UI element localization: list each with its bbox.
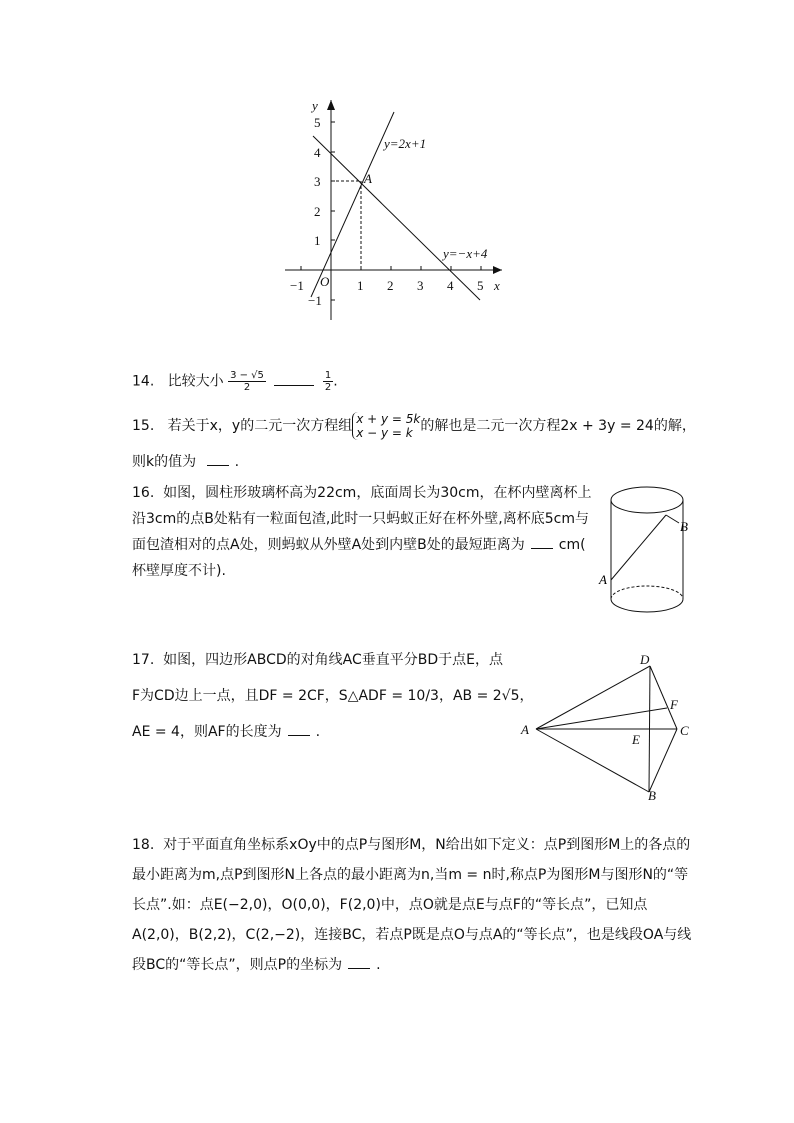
line-y-2x-plus-1 — [311, 112, 394, 297]
y-tick-label: 3 — [314, 174, 321, 189]
line-y-neg-x-plus-4 — [313, 136, 480, 300]
point-d-label: D — [640, 652, 650, 667]
cylinder-bottom-back — [611, 586, 683, 599]
answer-blank[interactable] — [207, 452, 229, 466]
question-number: 16. — [132, 485, 155, 501]
question-15 — [132, 412, 696, 440]
x-tick-label: 2 — [387, 278, 394, 293]
y-tick-label: 1 — [314, 233, 321, 248]
ant-path — [611, 515, 666, 580]
fraction: $\frac{3 - √5}{2}$ — [230, 370, 264, 393]
point-f-label: F — [670, 697, 678, 712]
x-axis-label: x — [494, 278, 500, 293]
question-number: 17. — [132, 652, 155, 668]
point-e-label: E — [632, 732, 640, 747]
line2-label: y=−x+4 — [443, 246, 488, 261]
coordinate-graph — [280, 92, 520, 324]
cylinder-figure — [596, 478, 706, 628]
label-b-leader — [666, 515, 679, 523]
x-tick-label: −1 — [290, 278, 304, 293]
question-text: 的解也是二元一次方程2x + 3y = 24的解， — [420, 418, 696, 434]
origin-label: O — [320, 274, 330, 289]
y-tick-label: 4 — [314, 145, 321, 160]
answer-blank[interactable] — [348, 955, 370, 969]
point-a-label: A — [364, 171, 372, 186]
question-text: 比较大小 — [167, 373, 224, 390]
question-number: 14. — [132, 373, 155, 390]
x-tick-label: 4 — [447, 278, 454, 293]
equation-system: x + y = 5k x − y = k — [352, 412, 420, 440]
x-tick-label: 5 — [477, 278, 484, 293]
cylinder-bottom-front — [611, 599, 683, 612]
point-a-label: A — [521, 722, 529, 737]
segment-db — [649, 666, 650, 792]
segment-cb — [649, 729, 677, 792]
fraction: $\frac{1}{2}$ — [324, 370, 332, 393]
question-text: 若关于x，y的二元一次方程组 — [167, 418, 353, 434]
quadrilateral-figure — [516, 652, 696, 804]
y-axis-ticks — [331, 122, 335, 300]
x-tick-label: 3 — [417, 278, 424, 293]
point-a-label: A — [599, 572, 607, 587]
question-number: 18. — [132, 837, 155, 853]
question-17-line3: AE = 4，则AF的长度为 . — [132, 724, 321, 740]
answer-blank[interactable] — [274, 372, 314, 386]
question-17-line2: F为CD边上一点，且DF = 2CF，S△ADF = 10/3，AB = 2√5， — [132, 688, 534, 704]
question-14: 14. 比较大小 $\frac{3 - √5}{2}$ $\frac{1}{2}$ . — [132, 370, 338, 393]
answer-blank[interactable] — [531, 535, 553, 549]
question-15-line2: 则k的值为 . — [132, 454, 240, 470]
cylinder-top — [611, 487, 683, 513]
y-tick-label: 2 — [314, 204, 321, 219]
line1-label: y=2x+1 — [384, 136, 427, 151]
point-b-label: B — [648, 788, 656, 803]
point-c-label: C — [680, 723, 689, 738]
question-16: 16. 如图，圆柱形玻璃杯高为22cm，底面周长为30cm，在杯内壁离杯上 沿3cm的点B处粘有一粒面包渣,此时一只蚂蚁正好在杯外壁,离杯底5cm与 面包渣相对的点A处，则蚂蚁从外壁A处到内壁B处的最短距离为 cm( 杯壁厚度不计). — [132, 485, 592, 579]
x-tick-label: 1 — [357, 278, 364, 293]
answer-blank[interactable] — [288, 722, 310, 736]
point-b-label: B — [680, 519, 688, 534]
y-tick-label: −1 — [308, 293, 322, 308]
x-axis-arrow — [493, 266, 502, 274]
question-18: 18. 对于平面直角坐标系xOy中的点P与图形M，N给出如下定义：点P到图形M上的各点的 最小距离为m,点P到图形N上各点的最小距离为n,当m = n时,称点P为图形M与图形N的“等 长点”.如：点E(−2,0)，O(0,0)，F(2,0)中，点O就是点E与点F的“等长点”，已知点 A(2,0)，B(2,2)，C(2,−2)，连接BC，若点P既是点O与点A的“等长点”，也是线段OA与线 段BC的“等长点”，则点P的坐标为 . — [132, 837, 692, 973]
y-tick-label: 5 — [314, 115, 321, 130]
y-axis-arrow — [327, 100, 335, 110]
question-number: 15. — [132, 418, 155, 434]
question-17: 17. 如图，四边形ABCD的对角线AC垂直平分BD于点E，点 — [132, 652, 503, 668]
x-axis-ticks — [301, 266, 481, 270]
y-axis-label: y — [312, 98, 318, 113]
